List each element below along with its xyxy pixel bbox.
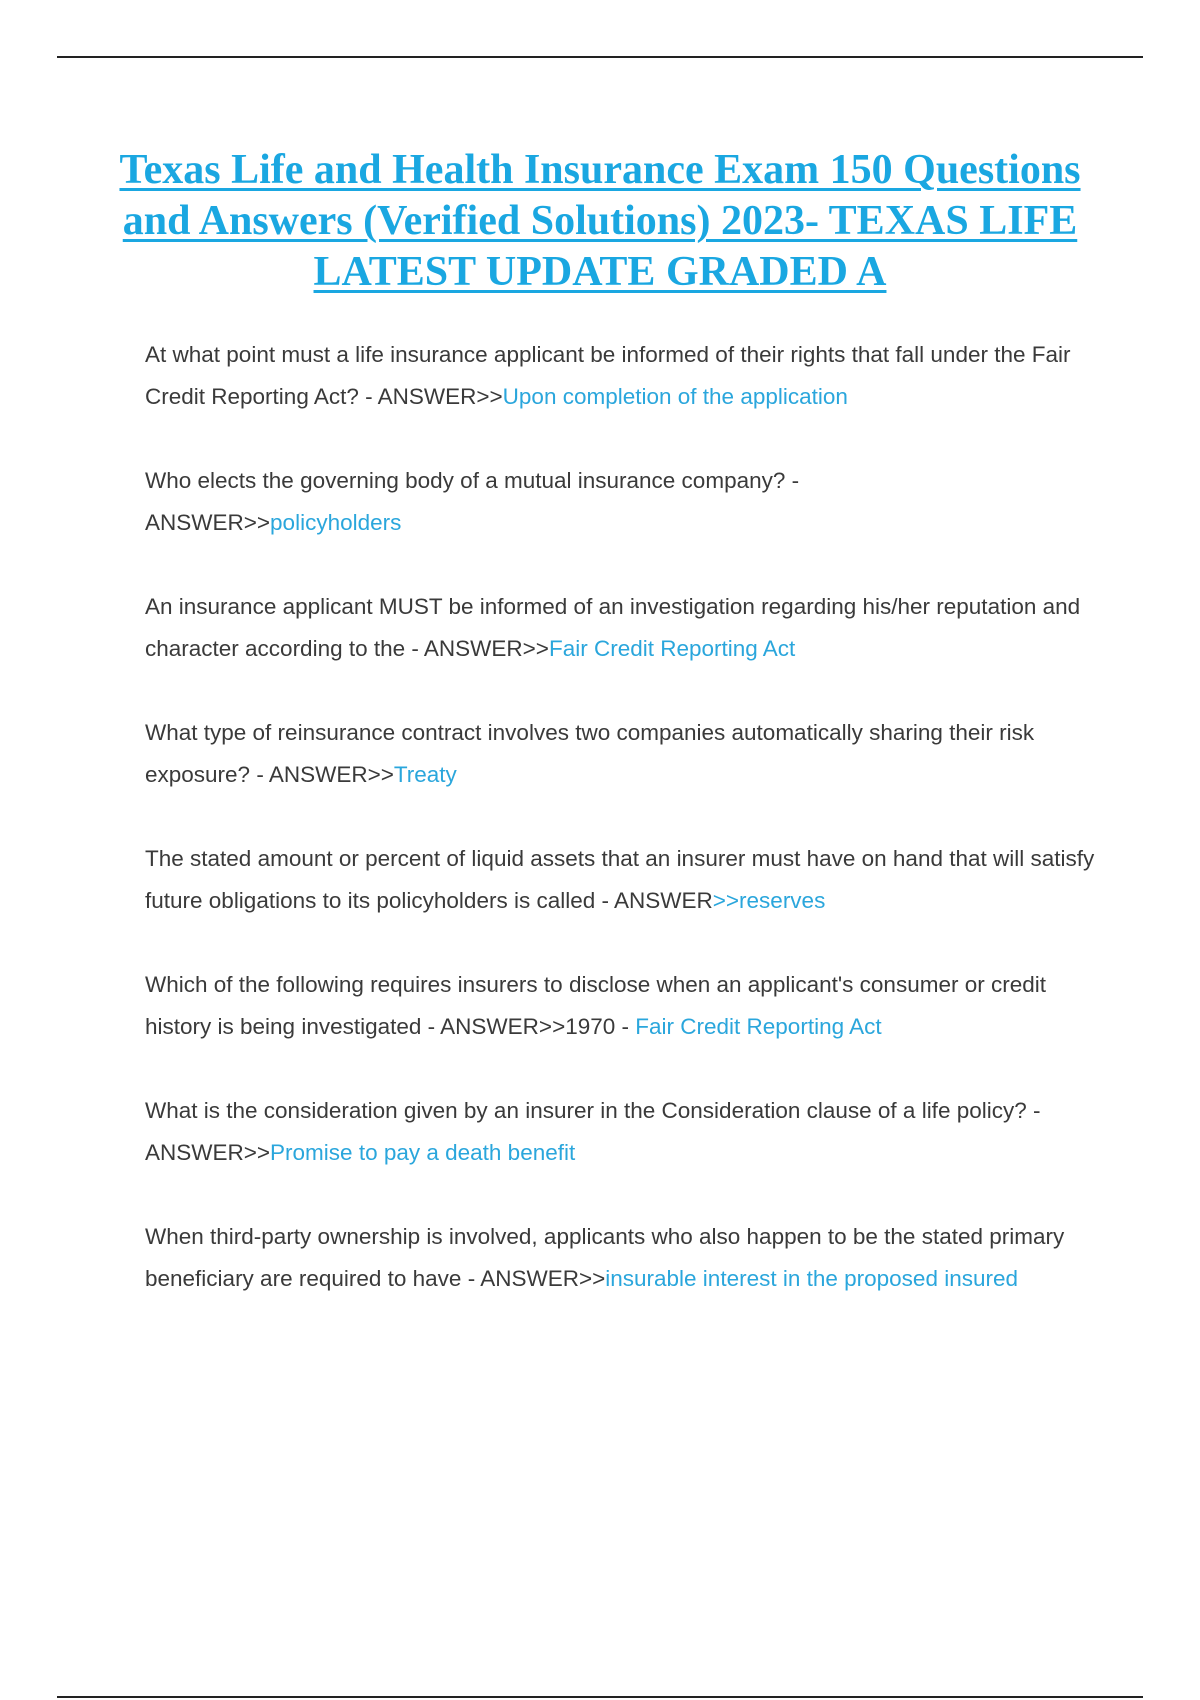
qa-item xyxy=(145,712,1095,796)
answer-prefix: ANSWER xyxy=(614,888,713,913)
answer-text: Fair Credit Reporting Act xyxy=(635,1014,882,1039)
question-text: An insurance applicant MUST be informed of an investigation regarding his/her reputation and character according to the - xyxy=(145,594,1081,661)
qa-item xyxy=(145,334,1095,418)
answer-prefix: ANSWER>> xyxy=(145,1140,271,1165)
answer-prefix: ANSWER>>1970 - xyxy=(440,1014,636,1039)
qa-item xyxy=(145,964,1095,1048)
question-text: Who elects the governing body of a mutual insurance company? - xyxy=(145,468,800,493)
answer-text: insurable interest in the proposed insured xyxy=(605,1266,1019,1291)
question-text: When third-party ownership is involved, applicants who also happen to be the stated primary beneficiary are required to have - xyxy=(145,1224,1065,1291)
answer-prefix: ANSWER>> xyxy=(145,510,271,535)
answer-text: Treaty xyxy=(393,762,457,787)
question-text: The stated amount or percent of liquid assets that an insurer must have on hand that will satisfy future obligations to its policyholders is called - xyxy=(145,846,1095,913)
answer-prefix: ANSWER>> xyxy=(480,1266,606,1291)
qa-item xyxy=(145,838,1095,922)
question-text: At what point must a life insurance applicant be informed of their rights that fall under the Fair Credit Reporting Act? - xyxy=(145,342,1071,409)
question-text: What type of reinsurance contract involves two companies automatically sharing their risk exposure? - xyxy=(145,720,1035,787)
question-text: Which of the following requires insurers to disclose when an applicant's consumer or credit history is being investigated - xyxy=(145,972,1046,1039)
answer-prefix: ANSWER>> xyxy=(423,636,549,661)
answer-text: Upon completion of the application xyxy=(502,384,848,409)
answer-text: policyholders xyxy=(270,510,402,535)
top-rule xyxy=(57,56,1143,58)
answer-text: Fair Credit Reporting Act xyxy=(548,636,796,661)
answer-prefix: ANSWER>> xyxy=(268,762,394,787)
answer-text: Promise to pay a death benefit xyxy=(270,1140,576,1165)
qa-item xyxy=(145,460,1095,544)
qa-item xyxy=(145,586,1095,670)
bottom-rule xyxy=(57,1696,1143,1698)
question-text: What is the consideration given by an insurer in the Consideration clause of a life policy? - xyxy=(145,1098,1041,1123)
qa-item xyxy=(145,1216,1095,1300)
qa-item xyxy=(145,1090,1095,1174)
answer-text: >>reserves xyxy=(712,888,826,913)
document-title: Texas Life and Health Insurance Exam 150 Questions and Answers (Verified Solutions) 2023- TEXAS LIFE LATEST UPDATE GRADED A xyxy=(119,147,1081,295)
qa-list xyxy=(145,334,1095,1342)
answer-prefix: ANSWER>> xyxy=(377,384,503,409)
